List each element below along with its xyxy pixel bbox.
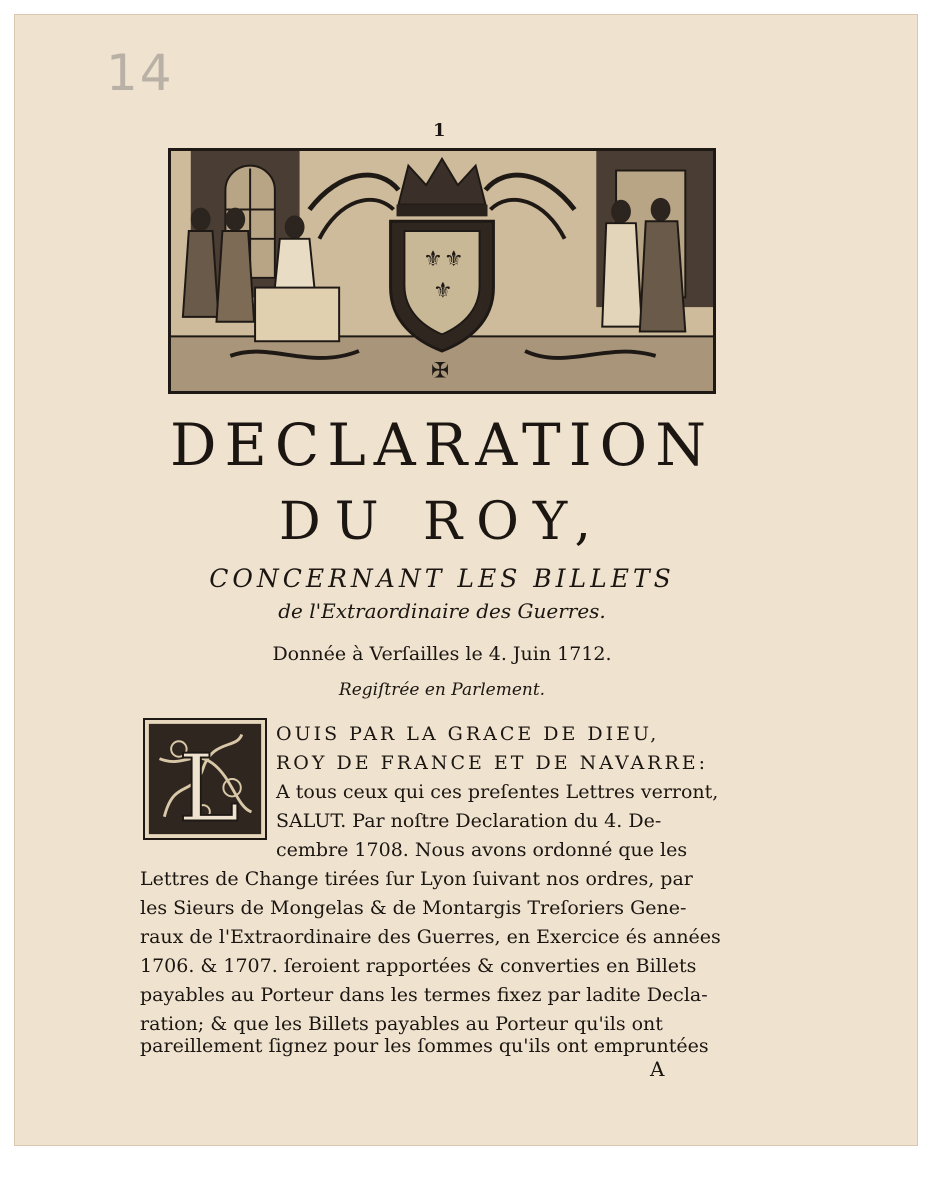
- body-line-5: cembre 1708. Nous avons ordonné que les: [276, 839, 688, 861]
- page-number: 1: [433, 120, 446, 141]
- signature-mark: A: [650, 1057, 665, 1081]
- title-declaration: DECLARATION: [170, 411, 714, 479]
- body-line-12: pareillement ſignez pour les ſommes qu'ils ont empruntées: [140, 1035, 709, 1057]
- pencil-page-number: 14: [106, 44, 174, 102]
- woodcut-illustration: [171, 151, 713, 391]
- svg-text:⚜: ⚜: [433, 278, 453, 304]
- body-line-1: OUIS PAR LA GRACE DE DIEU,: [276, 723, 660, 745]
- body-line-8: raux de l'Extraordinaire des Guerres, en Exercice és années: [140, 926, 721, 948]
- subtitle-concernant: CONCERNANT LES BILLETS: [209, 564, 675, 593]
- subtitle-extraordinaire: de l'Extraordinaire des Guerres.: [278, 599, 606, 623]
- svg-text:✠: ✠: [431, 358, 450, 384]
- dropcap-letter: L: [177, 734, 240, 838]
- floral-ornament: [145, 720, 265, 838]
- body-line-7: les Sieurs de Mongelas & de Montargis Treſoriers Gene-: [140, 897, 687, 919]
- title-du-roy: DU ROY,: [279, 492, 605, 552]
- svg-text:⚜: ⚜: [423, 247, 443, 273]
- body-line-4: SALUT. Par noſtre Declaration du 4. De-: [276, 810, 662, 832]
- body-line-11: ration; & que les Billets payables au Porteur qu'ils ont: [140, 1013, 663, 1035]
- svg-text:⚜: ⚜: [443, 247, 464, 273]
- royal-arms-woodcut: [168, 148, 716, 394]
- body-line-10: payables au Porteur dans les termes fixez par ladite Decla-: [140, 984, 708, 1006]
- ornamental-dropcap: [143, 718, 267, 840]
- body-line-6: Lettres de Change tirées ſur Lyon ſuivant nos ordres, par: [140, 868, 693, 890]
- body-line-9: 1706. & 1707. ſeroient rapportées & converties en Billets: [140, 955, 697, 977]
- registered-in-parliament: Regiſtrée en Parlement.: [338, 680, 546, 700]
- given-at-versailles: Donnée à Verſailles le 4. Juin 1712.: [272, 643, 612, 665]
- body-line-2: ROY DE FRANCE ET DE NAVARRE:: [276, 752, 709, 774]
- body-line-3: A tous ceux qui ces preſentes Lettres verront,: [276, 781, 719, 803]
